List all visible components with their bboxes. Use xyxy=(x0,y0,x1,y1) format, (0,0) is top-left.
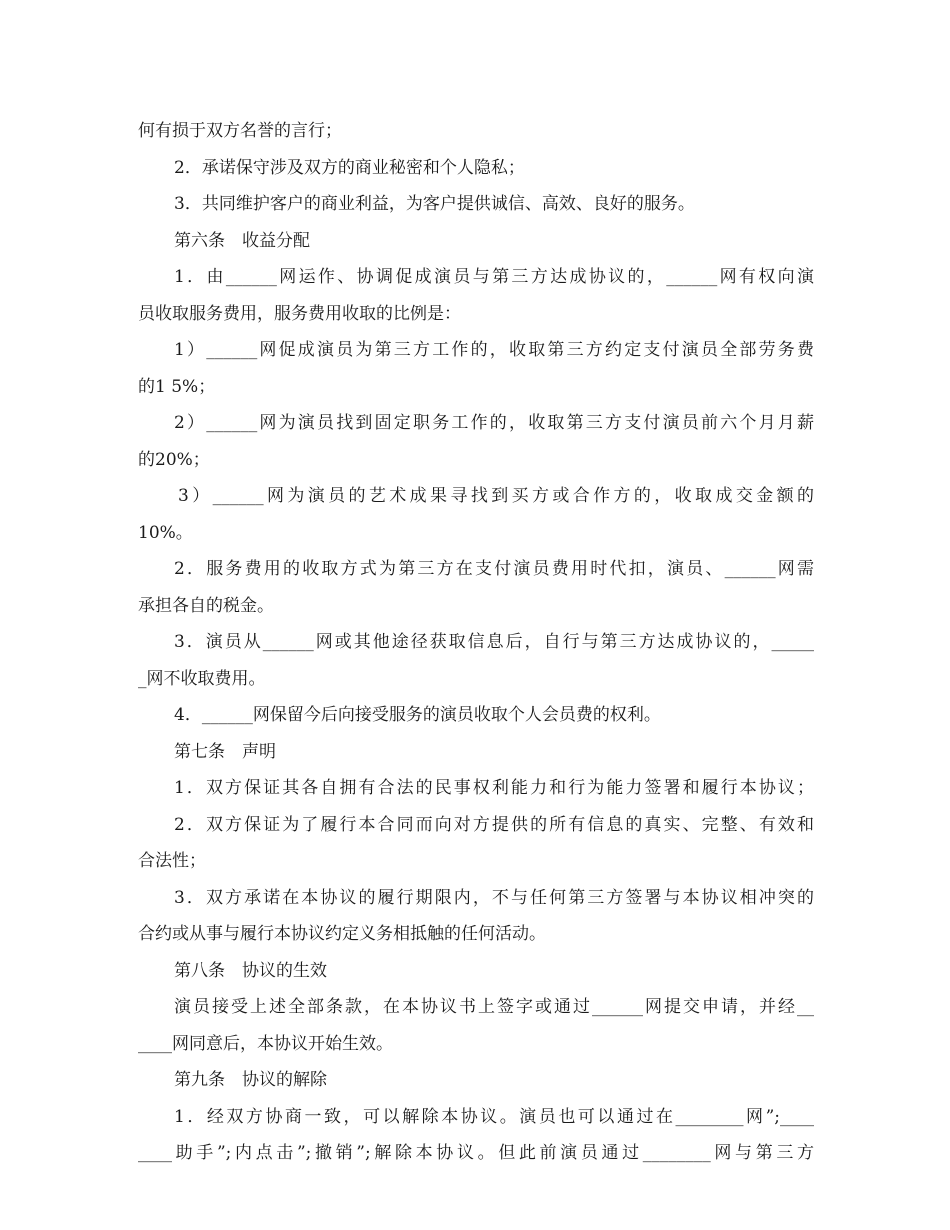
text-line: 3．共同维护客户的商业利益，为客户提供诚信、高效、良好的服务。 xyxy=(174,194,695,214)
text-line: 10%。 xyxy=(138,522,193,543)
text-line: 承担各自的税金。 xyxy=(138,595,274,616)
text-line: 2．双方保证为了履行本合同而向对方提供的所有信息的真实、完整、有效和 xyxy=(174,814,814,835)
section-heading-7: 第七条 声明 xyxy=(174,741,276,762)
text-line: 的1 5%； xyxy=(138,376,216,397)
text-line: 2．承诺保守涉及双方的商业秘密和个人隐私； xyxy=(174,157,525,178)
section-heading-8: 第八条 协议的生效 xyxy=(174,960,327,981)
document-body xyxy=(138,113,814,1172)
text-line: 1．经双方协商一致，可以解除本协议。演员也可以通过在________网”;____ xyxy=(174,1106,814,1127)
text-line: ____助手”;内点击”;撤销”;解除本协议。但此前演员通过________网与第三方 xyxy=(138,1143,814,1163)
text-line: 演员接受上述全部条款，在本协议书上签字或通过______网提交申请，并经__ xyxy=(174,997,814,1017)
text-line: ____网同意后，本协议开始生效。 xyxy=(138,1033,393,1054)
text-line: 合约或从事与履行本协议约定义务相抵触的任何活动。 xyxy=(138,924,546,944)
text-line: 3）______网为演员的艺术成果寻找到买方或合作方的，收取成交金额的 xyxy=(178,486,814,506)
text-line: 4．______网保留今后向接受服务的演员收取个人会员费的权利。 xyxy=(174,705,661,725)
text-line: 2．服务费用的收取方式为第三方在支付演员费用时代扣，演员、______网需 xyxy=(174,559,814,579)
text-line: 的20%； xyxy=(138,449,210,470)
text-line: 1．由______网运作、协调促成演员与第三方达成协议的，______网有权向演 xyxy=(174,267,814,287)
text-line: 1．双方保证其各自拥有合法的民事权利能力和行为能力签署和履行本协议； xyxy=(174,778,814,798)
text-line: 3．双方承诺在本协议的履行期限内，不与任何第三方签署与本协议相冲突的 xyxy=(174,887,814,908)
text-line: 2）______网为演员找到固定职务工作的，收取第三方支付演员前六个月月薪 xyxy=(174,413,814,433)
section-heading-6: 第六条 收益分配 xyxy=(174,230,310,251)
text-line: 3．演员从______网或其他途径获取信息后，自行与第三方达成协议的，_____ xyxy=(174,632,814,652)
text-line: 合法性； xyxy=(138,851,206,871)
text-line: 1）______网促成演员为第三方工作的，收取第三方约定支付演员全部劳务费 xyxy=(174,340,814,360)
text-line: _网不收取费用。 xyxy=(138,668,266,689)
text-line: 何有损于双方名誉的言行； xyxy=(138,121,342,141)
text-line: 员收取服务费用，服务费用收取的比例是： xyxy=(138,303,461,324)
section-heading-9: 第九条 协议的解除 xyxy=(174,1070,327,1090)
